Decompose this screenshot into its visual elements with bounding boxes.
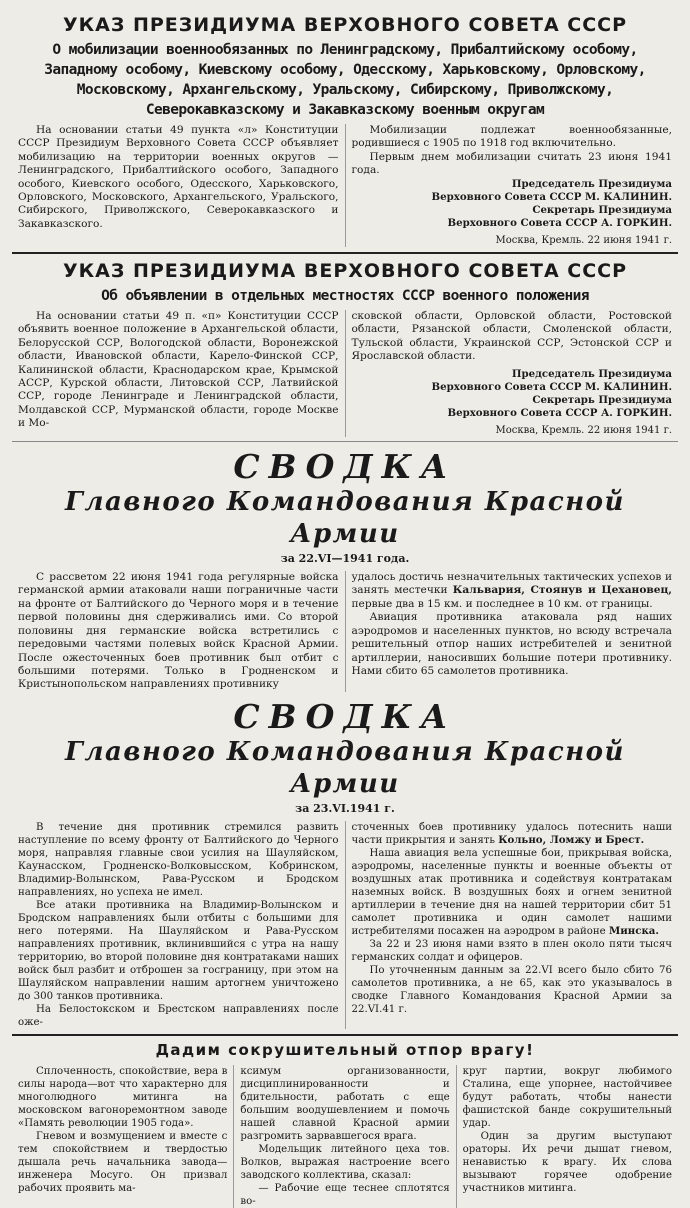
article-text-3: ксимум организованности, дисциплинированности и бдительности, работать с еще большим воодушевлением и помочь нашей славной Красной армии разгромить зарвавшегося врага. (240, 1065, 450, 1142)
ukaz1-text: На основании статьи 49 пункта «л» Конституции СССР Президиум Верховного Совета СССР объявляет мобилизацию на территории военных округов — Ленинградского, Прибалтийского особого, Западного особого, Киевского особого, Одесского, Харьковского, Орловского, Московского, Архангельского, Уральского, Сибирского, Приволжского, Северокавказского и Закавказского. (18, 124, 339, 230)
ukaz2-subtitle: Об объявлении в отдельных местностях СССР военного положения (101, 288, 589, 305)
ukaz2-place-date: Москва, Кремль. 22 июня 1941 г. (495, 424, 672, 436)
svodka2-text-3: На Белостокском и Брестском направлениях после оже- (18, 1003, 339, 1028)
svodka2-date: за 23.VI.1941 г. (295, 801, 395, 815)
ukaz2-chair-title: Председатель Президиума (511, 367, 672, 380)
article-text-5: — Рабочие еще теснее сплотятся во- (240, 1182, 450, 1207)
svodka2-aviation-text (352, 847, 673, 938)
svodka2-subtitle: Главного Командования Красной Армии (65, 736, 625, 799)
article-title: Дадим сокрушительный отпор врагу! (155, 1040, 535, 1059)
article-body (12, 1065, 678, 1208)
ukaz1-col1 (12, 124, 345, 247)
ukaz1-chair-name: Верховного Совета СССР М. КАЛИНИН. (431, 190, 672, 203)
ukaz2-sec-name: Верховного Совета СССР А. ГОРКИН. (447, 406, 672, 419)
ukaz1-first-day-text: Первым днем мобилизации считать 23 июня 1941 года. (351, 150, 672, 177)
ukaz1-sec-title: Секретарь Президиума (532, 203, 672, 216)
ukaz2-text-cont: сковской области, Орловской области, Ростовской области, Рязанской области, Смоленской области, Тульской области, Украинской ССР, Эстонской ССР и Ярославской области. (351, 310, 672, 363)
svodka1-col1 (12, 571, 345, 692)
ukaz2-sec-title: Секретарь Президиума (532, 393, 672, 406)
ukaz1-place-date: Москва, Кремль. 22 июня 1941 г. (495, 234, 672, 246)
svodka2-text-2: Все атаки противника на Владимир-Волынском и Бродском направлениях были отбиты с большими для него потерями. На Шауляйском и Рава-Русском направлениях противник, вклинившийся с утра на нашу территорию, во второй половине дня контратаками наших войск был разбит и отброшен за госграницу, при этом на Шауляйском направлении нашим артогнем уничтожено до 300 танков противника. (18, 899, 339, 1002)
ukaz1-mobilization-text: Мобилизации подлежат военнообязанные, родившиеся с 1905 по 1918 год включительно. (351, 124, 672, 150)
svodka1-body (12, 571, 678, 692)
article-text-4: Модельщик литейного цеха тов. Волков, выражая настроение всего заводского коллектива, сказал: (240, 1143, 450, 1181)
svodka2-prisoners-text: За 22 и 23 июня нами взято в плен около пяти тысяч германских солдат и офицеров. (351, 938, 672, 963)
svodka2-aviation-a: Наша авиация вела успешные бои, прикрывая войска, аэродромы, населенные пункты и военные объекты от воздушных атак противника и содействуя контратакам наземных войск. В воздушных боях и огнем зенитной артиллерии в течение дня на нашей территории сбит 51 самолет противника и один самолет нашими истребителями посажен на аэродром в районе (351, 847, 672, 937)
article-text-2: Гневом и возмущением и вместе с тем спокойствием и твердостью дышала речь начальника завода—инженера Мосуго. Он призвал рабочих проявить ма- (18, 1130, 228, 1194)
svodka2-correction-text: По уточненным данным за 22.VI всего было сбито 76 самолетов противника, а не 65, как это указывалось в сводке Главного Командования Красной Армии за 22.VI.41 г. (351, 964, 672, 1015)
divider (12, 1034, 678, 1036)
article-col2 (233, 1065, 455, 1208)
ukaz2-text: На основании статьи 49 п. «п» Конституции СССР объявить военное положение в Архангельской области, Белорусской ССР, Вологодской области, Воронежской области, Ивановской области, Карело-Финской ССР, Калининской области, Краснодарском крае, Крымской АССР, Курской области, Литовской ССР, Латвийской ССР, городе Ленинграде и Ленинградской области, Молдавской ССР, Мурманской области, городе Москве и Мо- (18, 310, 339, 430)
svodka1-aviation-text: Авиация противника атаковала ряд наших аэродромов и населенных пунктов, но всюду встречала решительный отпор наших истребителей и зенитной артиллерии, наносивших большие потери противнику. Нами сбито 65 самолетов противника. (351, 611, 672, 677)
svodka2-title: СВОДКА (233, 696, 457, 736)
ukaz1-col2 (345, 124, 679, 247)
svodka2-text-1: В течение дня противник стремился развить наступление по всему фронту от Балтийского до Черного моря, направляя главные свои усилия на Шауляйском, Каунасском, Гродненско-Волковысском, Кобринском, Владимир-Волынском, Рава-Русском и Бродском направлениях, но успеха не имел. (18, 821, 339, 898)
divider (12, 252, 678, 254)
article-text-1: Сплоченность, спокойствие, вера в силы народа—вот что характерно для многолюдного митинга на московском вагоноремонтном заводе «Память революции 1905 года». (18, 1065, 228, 1129)
svodka1-text-b: первые два в 15 км. и последнее в 10 км. от границы. (351, 597, 653, 610)
ukaz1-signatures (352, 178, 673, 230)
article-col3 (456, 1065, 678, 1208)
ukaz2-chair-name: Верховного Совета СССР М. КАЛИНИН. (431, 380, 672, 393)
svodka2-col2 (345, 821, 679, 1029)
svodka1-text-cont (352, 571, 673, 611)
svodka2-text-cont (352, 821, 673, 847)
divider (12, 441, 678, 442)
article-text-6: круг партии, вокруг любимого Сталина, еще упорнее, настойчивее будут работать, чтобы нанести фашистской банде сокрушительный удар. (462, 1065, 672, 1129)
svodka1-text-a: удалось достичь незначительных тактических успехов и занять местечки (351, 571, 672, 597)
article-text-7: Один за другим выступают ораторы. Их речи дышат гневом, ненавистью к врагу. Их слова вызывают горячее одобрение участников митинга. (462, 1130, 672, 1194)
svodka2-places: Кольно, Ломжу и Брест. (498, 833, 645, 846)
ukaz2-title: УКАЗ ПРЕЗИДИУМА ВЕРХОВНОГО СОВЕТА СССР (62, 260, 628, 283)
svodka1-subtitle: Главного Командования Красной Армии (65, 487, 625, 550)
ukaz2-signatures (352, 368, 673, 420)
svodka1-places: Кальвария, Стоянув и Цехановец, (452, 584, 672, 597)
svodka2-body (12, 821, 678, 1029)
ukaz2-col1 (12, 310, 345, 437)
ukaz1-chair-title: Председатель Президиума (511, 177, 672, 190)
svodka2-minsk: Минска. (608, 924, 659, 937)
svodka2-col1 (12, 821, 345, 1029)
ukaz1-body (12, 124, 678, 247)
svodka2-text-a: сточенных боев противнику удалось потеснить наши части прикрытия и занять (351, 821, 672, 846)
ukaz1-sec-name: Верховного Совета СССР А. ГОРКИН. (447, 216, 672, 229)
svodka1-col2 (345, 571, 679, 692)
ukaz2-body (12, 310, 678, 437)
svodka1-title: СВОДКА (233, 447, 457, 487)
svodka1-text: С рассветом 22 июня 1941 года регулярные войска германской армии атаковали наши пограничные части на фронте от Балтийского до Черного моря и в течение первой половины дня сдерживались ими. Со второй половины дня германские войска встретились с передовыми частями полевых войск Красной Армии. После ожесточенных боев противник был отбит с большими потерями. Только в Гродненском и Кристынопольском направлениях противнику (18, 571, 339, 691)
ukaz1-title: УКАЗ ПРЕЗИДИУМА ВЕРХОВНОГО СОВЕТА СССР (62, 14, 628, 36)
svodka1-date: за 22.VI—1941 года. (280, 552, 410, 566)
article-col1 (12, 1065, 233, 1208)
ukaz2-col2 (345, 310, 679, 437)
ukaz1-subtitle: О мобилизации военнообязанных по Ленинградскому, Прибалтийскому особому, Западному особому, Киевскому особому, Одесскому, Харьковскому, Орловскому, Московскому, Архангельскому, Уральскому, Сибирскому, Приволжскому, Северокавказскому и Закавказскому военным округам (44, 42, 646, 118)
